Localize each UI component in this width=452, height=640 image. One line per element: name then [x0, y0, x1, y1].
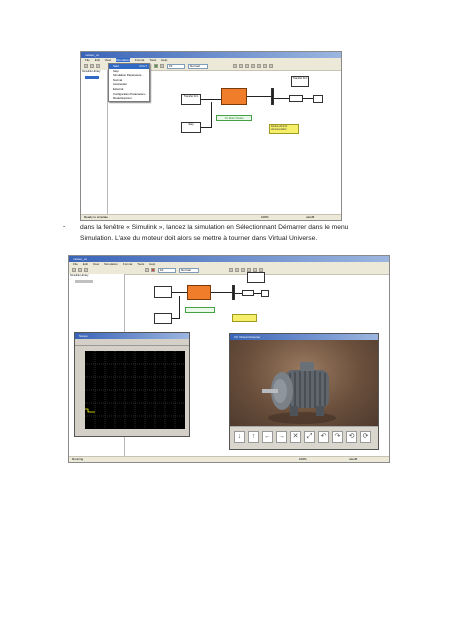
tool-icon[interactable]: [241, 268, 245, 272]
menu-simulation[interactable]: Simulation: [104, 262, 119, 266]
status-zoom: 100%: [299, 457, 307, 461]
orbit-left-icon[interactable]: ⟲: [346, 431, 357, 443]
menu-tools[interactable]: Tools: [137, 262, 145, 266]
motor-3d-icon: [230, 340, 378, 429]
rotate-left-icon[interactable]: ↶: [318, 431, 329, 443]
rotate-right-icon[interactable]: ↷: [332, 431, 343, 443]
window-title: moteur_vu: [73, 257, 88, 261]
vu-motor-block[interactable]: [221, 88, 247, 105]
gain-block[interactable]: [242, 290, 254, 296]
status-solver: ode45: [349, 457, 358, 461]
scope-toolbar: [75, 339, 189, 346]
scope-block[interactable]: [313, 95, 323, 103]
stop-icon[interactable]: [151, 268, 155, 272]
new-icon[interactable]: [84, 64, 88, 68]
block-top-right[interactable]: [247, 272, 265, 283]
open-icon[interactable]: [78, 268, 82, 272]
simulink-window-top: [80, 51, 342, 221]
signal-line: [201, 99, 221, 100]
status-text: Ready to simulate: [84, 215, 109, 219]
vu-model-label: VU Motor Model: [216, 115, 252, 121]
signal-line: [235, 293, 242, 294]
scope-block[interactable]: [261, 290, 269, 297]
scope-plot: [85, 351, 185, 429]
move-left-icon[interactable]: ←: [262, 431, 273, 443]
block-source2[interactable]: [154, 313, 172, 324]
orbit-right-icon[interactable]: ⟳: [360, 431, 371, 443]
doc-note: Double-click for documentation: [269, 124, 299, 134]
doc-note: [232, 314, 257, 322]
menu-format[interactable]: Format: [122, 262, 133, 266]
move-right-icon[interactable]: →: [276, 431, 287, 443]
start-icon[interactable]: [145, 268, 149, 272]
signal-line: [201, 127, 211, 128]
menu-item-normal[interactable]: Normal: [113, 77, 123, 82]
simulink-window-bottom: [68, 255, 390, 463]
start-icon[interactable]: [154, 64, 158, 68]
menu-simulation[interactable]: Simulation: [116, 58, 131, 62]
solver-select[interactable]: Normal: [179, 268, 199, 273]
move-up-icon[interactable]: ↑: [248, 431, 259, 443]
tool-icon[interactable]: [239, 64, 243, 68]
signal-line: [274, 98, 289, 99]
menu-item-stop[interactable]: Stop: [113, 68, 119, 73]
block-source2[interactable]: Step: [181, 122, 201, 133]
vu-motor-block[interactable]: [187, 285, 211, 300]
status-bar: [69, 456, 389, 462]
caption-line-2: Simulation. L'axe du moteur doit alors se mettre à tourner dans Virtual Universe.: [80, 235, 318, 242]
zoom-out-icon[interactable]: ⤢: [304, 431, 315, 443]
zoom-in-icon[interactable]: ✕: [290, 431, 301, 443]
open-icon[interactable]: [90, 64, 94, 68]
menu-file[interactable]: File: [73, 262, 78, 266]
tool-icon[interactable]: [235, 268, 239, 272]
block-source1[interactable]: Transfer Fcn: [181, 94, 201, 105]
tool-icon[interactable]: [269, 64, 273, 68]
menu-item-start[interactable]: Start Ctrl+T: [109, 64, 149, 69]
scope-window[interactable]: [74, 332, 190, 437]
status-text: Running: [72, 457, 84, 461]
signal-line: [172, 292, 187, 293]
save-icon[interactable]: [84, 268, 88, 272]
menu-item-explorer[interactable]: Model Explorer: [113, 96, 132, 101]
solver-select[interactable]: Normal: [188, 64, 208, 69]
tool-icon[interactable]: [245, 64, 249, 68]
menu-item-external[interactable]: External: [113, 86, 124, 91]
tool-icon[interactable]: [233, 64, 237, 68]
tool-icon[interactable]: [251, 64, 255, 68]
scope-grid: [85, 351, 185, 429]
block-source1[interactable]: [154, 286, 172, 298]
new-icon[interactable]: [72, 268, 76, 272]
menu-format[interactable]: Format: [134, 58, 145, 62]
menu-edit[interactable]: Edit: [82, 262, 88, 266]
status-zoom: 100%: [261, 215, 269, 219]
browser-header: Simulink Library: [82, 70, 101, 73]
signal-line: [303, 98, 313, 99]
library-browser: [81, 70, 108, 215]
gain-block[interactable]: [289, 95, 303, 102]
vu-3d-view[interactable]: [230, 340, 378, 427]
stop-icon[interactable]: [160, 64, 164, 68]
status-solver: ode45: [306, 215, 315, 219]
scope-trace: [85, 409, 95, 412]
tool-icon[interactable]: [257, 64, 261, 68]
signal-line: [247, 96, 271, 97]
signal-line: [211, 292, 232, 293]
tool-icon[interactable]: [263, 64, 267, 68]
menu-help[interactable]: Help: [161, 58, 168, 62]
tree-item[interactable]: [75, 280, 93, 283]
menu-view[interactable]: View: [92, 262, 100, 266]
menu-item-accelerator[interactable]: Accelerator: [113, 82, 128, 87]
menu-help[interactable]: Help: [149, 262, 156, 266]
vu-control-bar: [230, 426, 378, 449]
tool-icon[interactable]: [229, 268, 233, 272]
move-down-icon[interactable]: ↓: [234, 431, 245, 443]
menu-item-config[interactable]: Configuration Parameters...: [113, 91, 148, 96]
simulation-menu: [108, 63, 150, 102]
menu-view[interactable]: View: [104, 58, 112, 62]
block-top-right[interactable]: Transfer Fcn: [291, 76, 309, 87]
menu-item-params[interactable]: Simulation Parameters...: [113, 73, 144, 78]
vu-title-bar: VU Virtual Universe: [230, 334, 378, 340]
menu-edit[interactable]: Edit: [94, 58, 100, 62]
status-bar: [81, 214, 341, 220]
virtual-universe-window[interactable]: [229, 333, 379, 450]
browser-header: Simulink Library: [70, 274, 89, 277]
menu-file[interactable]: File: [85, 58, 90, 62]
mux-block[interactable]: [271, 88, 274, 105]
sim-time-field[interactable]: 10: [158, 268, 176, 273]
signal-line: [254, 293, 261, 294]
vu-model-label: [185, 307, 215, 313]
menu-tools[interactable]: Tools: [149, 58, 157, 62]
signal-line: [179, 296, 180, 319]
signal-line: [211, 102, 212, 128]
save-icon[interactable]: [96, 64, 100, 68]
window-title: moteur_vu: [85, 53, 100, 57]
caption-bullet: -: [63, 223, 66, 230]
tree-item[interactable]: [85, 76, 99, 79]
sim-time-field[interactable]: 10: [167, 64, 185, 69]
caption-line-1: dans la fenêtre « Simulink », lancez la simulation en Sélectionnant Démarrer dans le menu: [80, 224, 349, 231]
scope-title-bar: Scope: [75, 333, 189, 339]
